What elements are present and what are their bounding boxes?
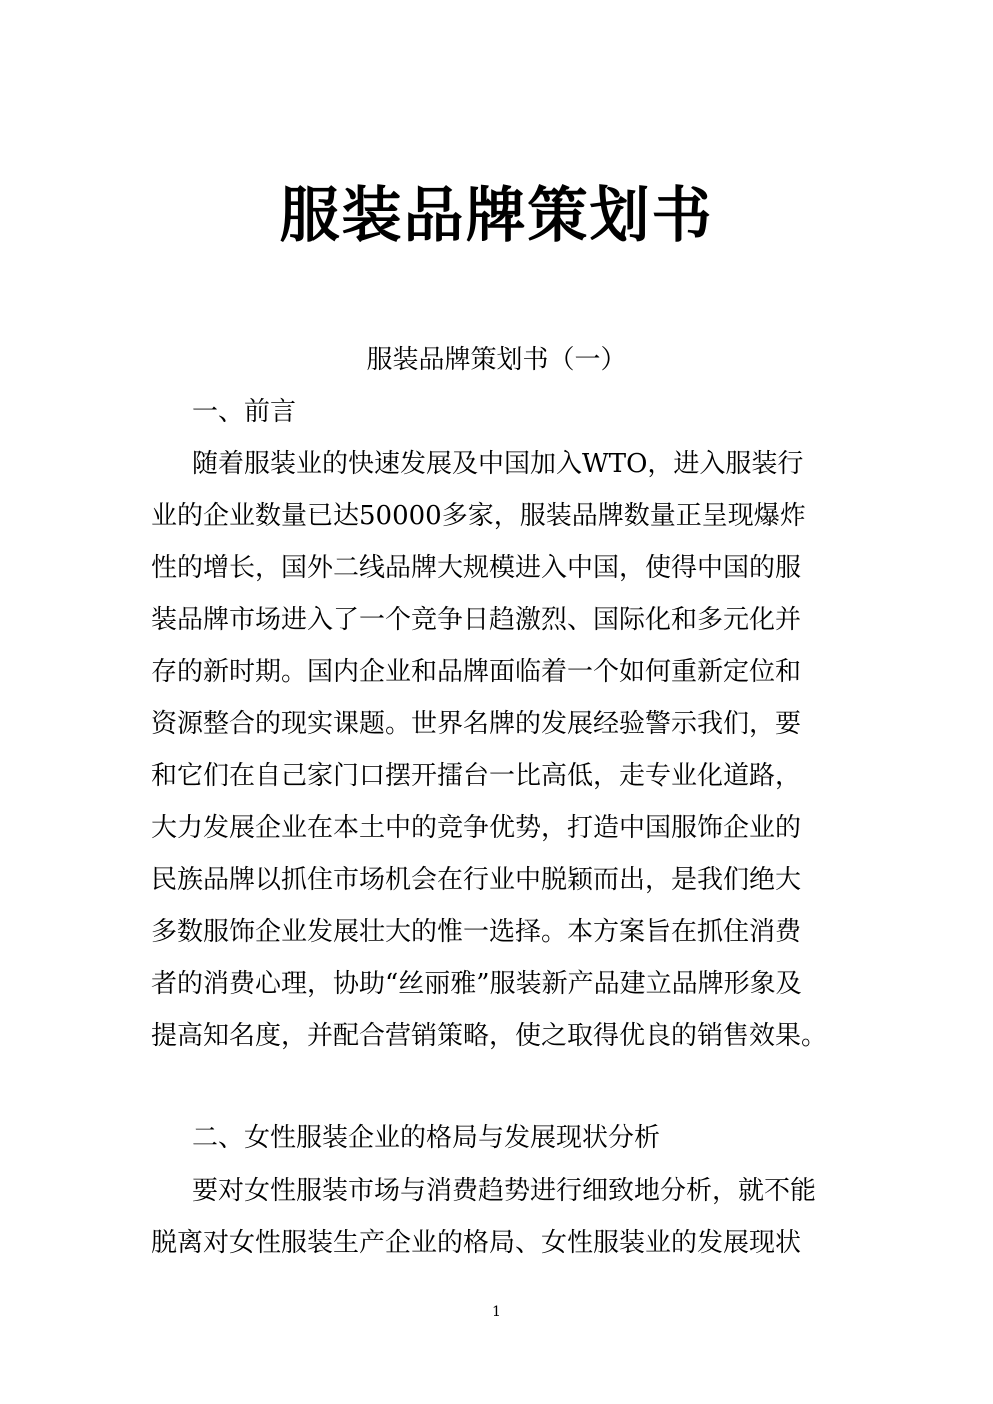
page-number: 1 (492, 1304, 501, 1320)
page-title: 服装品牌策划书 (279, 181, 714, 251)
paragraph-line: 多数服饰企业发展壮大的惟一选择。本方案旨在抓住消费 (151, 917, 802, 947)
section-2-heading: 二、女性服装企业的格局与发展现状分析 (192, 1123, 661, 1153)
paragraph-line: 性的增长，国外二线品牌大规模进入中国，使得中国的服 (151, 553, 802, 583)
section-1-heading: 一、前言 (192, 397, 297, 427)
paragraph-line: 民族品牌以抓住市场机会在行业中脱颖而出，是我们绝大 (151, 865, 802, 895)
paragraph-line: 大力发展企业在本土中的竞争优势，打造中国服饰企业的 (151, 813, 802, 843)
paragraph-line: 和它们在自己家门口摆开擂台一比高低，走专业化道路， (151, 761, 802, 791)
paragraph-line: 要对女性服装市场与消费趋势进行细致地分析，就不能 (192, 1176, 817, 1206)
paragraph-line: 提高知名度，并配合营销策略，使之取得优良的销售效果。 (151, 1021, 828, 1051)
paragraph-line: 脱离对女性服装生产企业的格局、女性服装业的发展现状 (151, 1228, 802, 1258)
section-2-paragraph (151, 1165, 841, 1269)
paragraph-line: 存的新时期。国内企业和品牌面临着一个如何重新定位和 (151, 657, 802, 687)
paragraph-line: 者的消费心理，协助“丝丽雅”服装新产品建立品牌形象及 (151, 969, 802, 999)
paragraph-line: 业的企业数量已达50000多家，服装品牌数量正呈现爆炸 (151, 501, 806, 531)
document-subtitle: 服装品牌策划书（一） (366, 345, 627, 375)
paragraph-line: 装品牌市场进入了一个竞争日趋激烈、国际化和多元化并 (151, 605, 802, 635)
paragraph-line: 资源整合的现实课题。世界名牌的发展经验警示我们，要 (151, 709, 802, 739)
section-1-paragraph (151, 438, 841, 1062)
paragraph-line: 随着服装业的快速发展及中国加入WTO，进入服装行 (192, 449, 804, 479)
